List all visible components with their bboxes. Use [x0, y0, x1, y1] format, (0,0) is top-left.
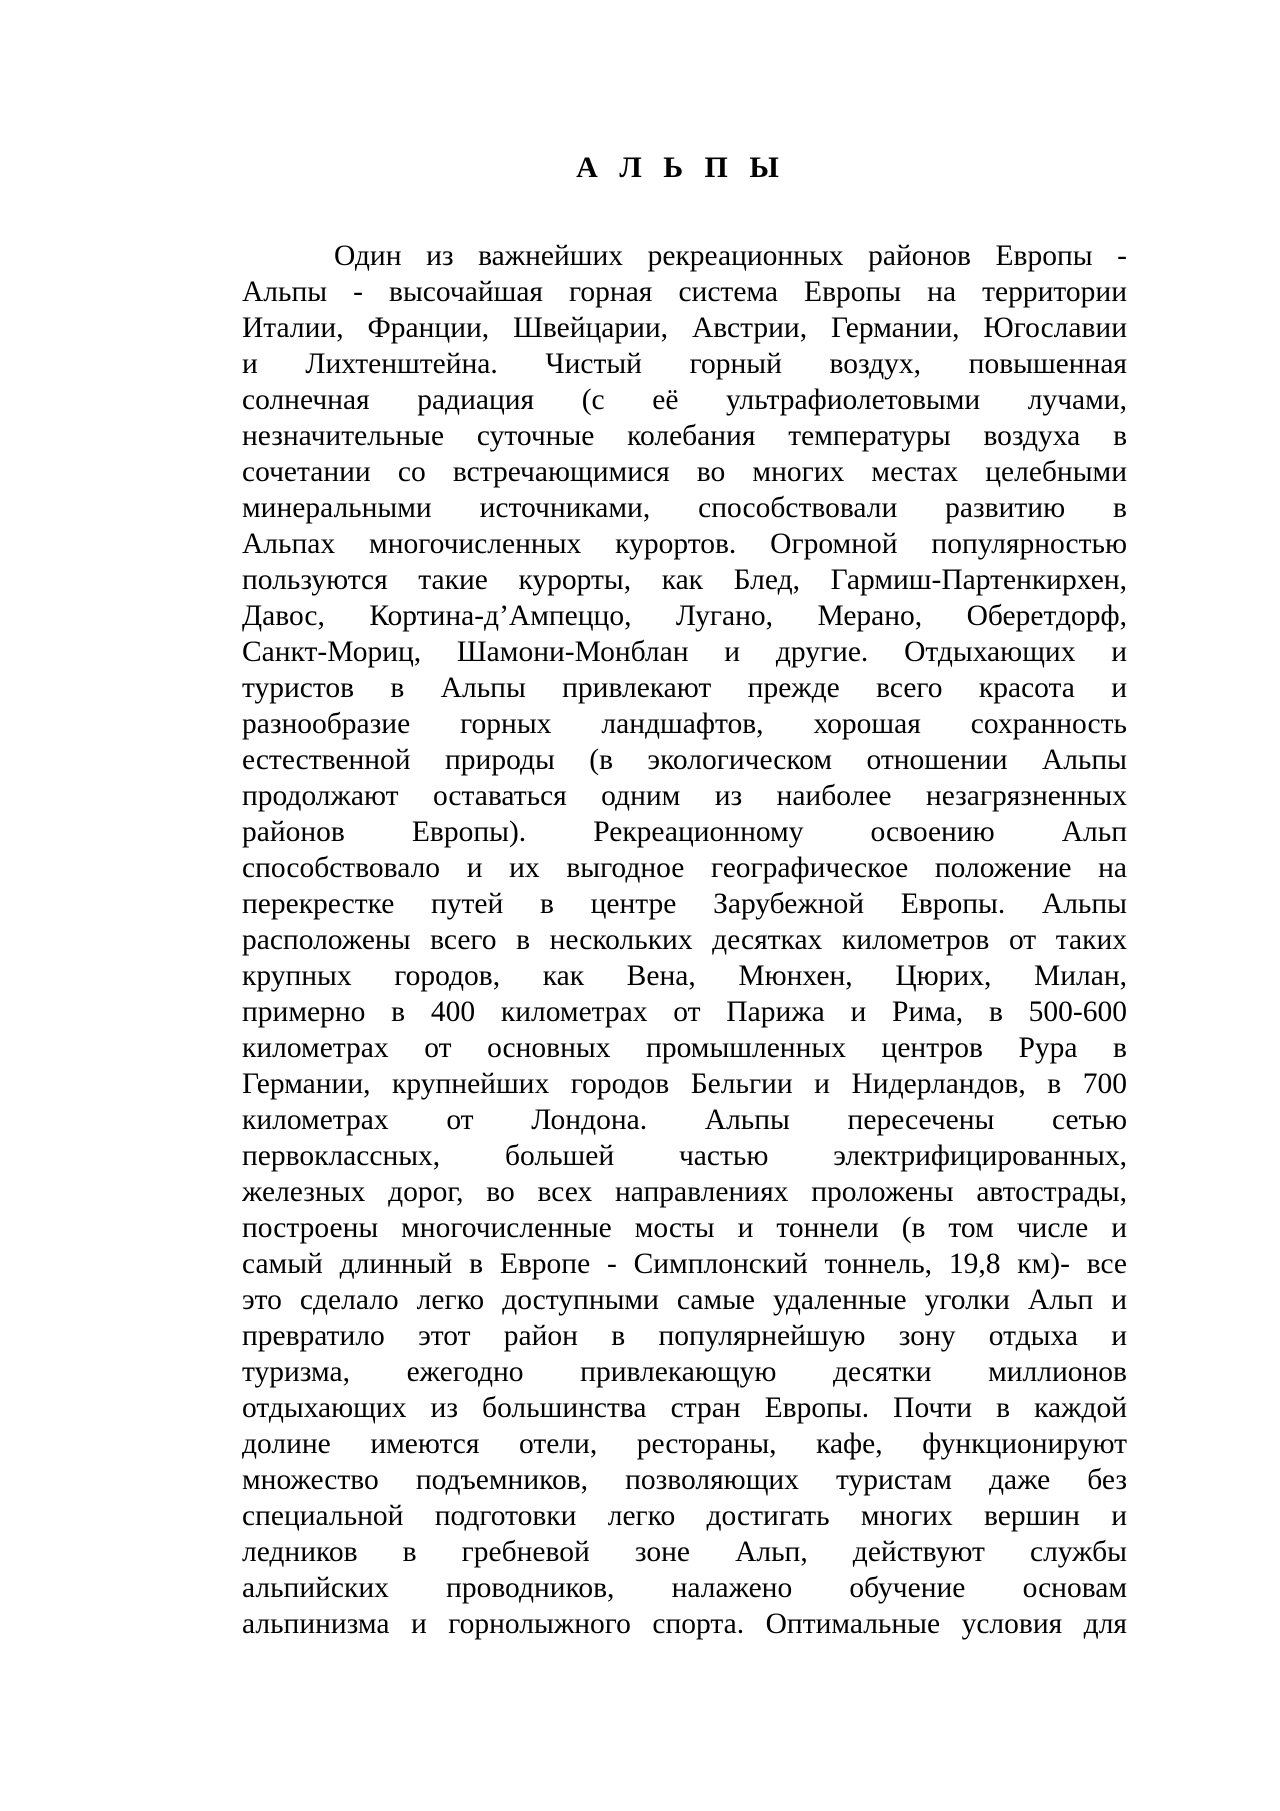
document-title: А Л Ь П Ы [576, 151, 786, 184]
text-line: самый длинный в Европе - Симплонский тоннель, 19,8 км)- все [242, 1248, 1127, 1280]
text-line: минеральными источниками, способствовали развитию в [242, 492, 1127, 524]
text-line: примерно в 400 километрах от Парижа и Рима, в 500-600 [242, 996, 1127, 1028]
text-line: километрах от основных промышленных центров Рура в [242, 1032, 1127, 1064]
text-line: солнечная радиация (с её ультрафиолетовыми лучами, [242, 384, 1127, 416]
text-line: Один из важнейших рекреационных районов Европы - [334, 240, 1127, 272]
text-line: это сделало легко доступными самые удаленные уголки Альп и [242, 1284, 1127, 1316]
text-line: крупных городов, как Вена, Мюнхен, Цюрих, Милан, [242, 960, 1127, 992]
text-line: альпинизма и горнолыжного спорта. Оптимальные условия для [242, 1608, 1127, 1640]
document-paragraph [242, 238, 1127, 1642]
text-line: пользуются такие курорты, как Блед, Гармиш-Партенкирхен, [242, 564, 1127, 596]
text-line: незначительные суточные колебания температуры воздуха в [242, 420, 1127, 452]
text-line: специальной подготовки легко достигать многих вершин и [242, 1500, 1127, 1532]
text-line: Санкт-Мориц, Шамони-Монблан и другие. Отдыхающих и [242, 636, 1127, 668]
text-line: Давос, Кортина-д’Ампеццо, Лугано, Мерано, Оберетдорф, [242, 600, 1127, 632]
text-line: расположены всего в нескольких десятках километров от таких [242, 924, 1127, 956]
text-line: превратило этот район в популярнейшую зону отдыха и [242, 1320, 1127, 1352]
text-line: Альпах многочисленных курортов. Огромной популярностью [242, 528, 1127, 560]
text-line: туристов в Альпы привлекают прежде всего красота и [242, 672, 1127, 704]
text-line: альпийских проводников, налажено обучение основам [242, 1572, 1127, 1604]
text-line: Германии, крупнейших городов Бельгии и Нидерландов, в 700 [242, 1068, 1127, 1100]
text-line: Италии, Франции, Швейцарии, Австрии, Германии, Югославии [242, 312, 1127, 344]
text-line: сочетании со встречающимися во многих местах целебными [242, 456, 1127, 488]
text-line: перекрестке путей в центре Зарубежной Европы. Альпы [242, 888, 1127, 920]
text-line: железных дорог, во всех направлениях проложены автострады, [242, 1176, 1127, 1208]
text-line: Альпы - высочайшая горная система Европы на территории [242, 276, 1127, 308]
text-line: способствовало и их выгодное географическое положение на [242, 852, 1127, 884]
text-line: множество подъемников, позволяющих туристам даже без [242, 1464, 1127, 1496]
text-line: и Лихтенштейна. Чистый горный воздух, повышенная [242, 348, 1127, 380]
text-line: отдыхающих из большинства стран Европы. Почти в каждой [242, 1392, 1127, 1424]
text-line: первоклассных, большей частью электрифицированных, [242, 1140, 1127, 1172]
text-line: туризма, ежегодно привлекающую десятки миллионов [242, 1356, 1127, 1388]
text-line: километрах от Лондона. Альпы пересечены сетью [242, 1104, 1127, 1136]
text-line: долине имеются отели, рестораны, кафе, функционируют [242, 1428, 1127, 1460]
text-line: естественной природы (в экологическом отношении Альпы [242, 744, 1127, 776]
text-line: продолжают оставаться одним из наиболее незагрязненных [242, 780, 1127, 812]
text-line: районов Европы). Рекреационному освоению Альп [242, 816, 1127, 848]
text-line: разнообразие горных ландшафтов, хорошая сохранность [242, 708, 1127, 740]
text-line: ледников в гребневой зоне Альп, действуют службы [242, 1536, 1127, 1568]
text-line: построены многочисленные мосты и тоннели (в том числе и [242, 1212, 1127, 1244]
